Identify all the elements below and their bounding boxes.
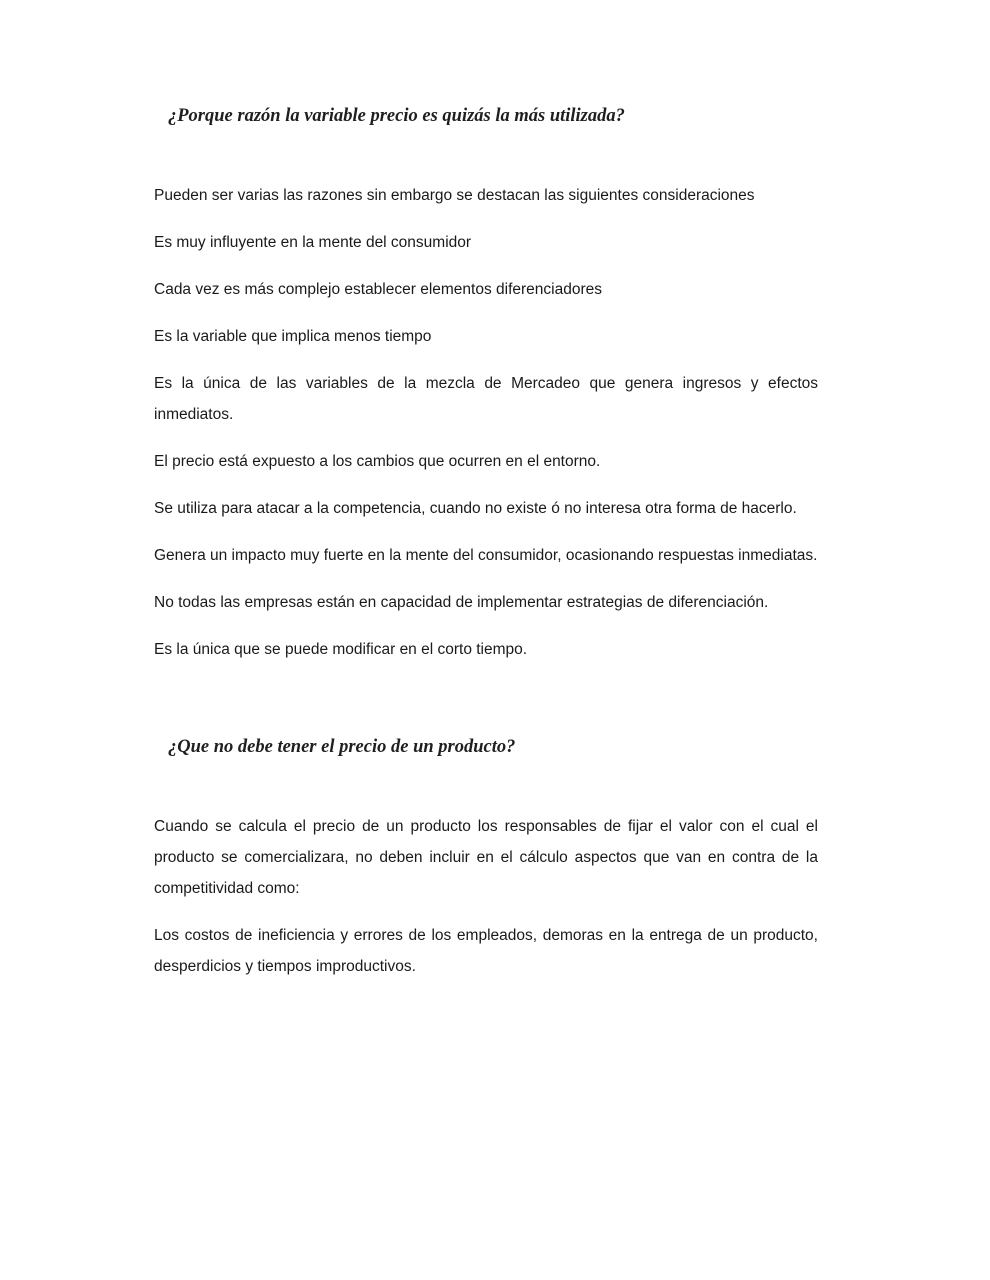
section-heading-price-should-not-have: ¿Que no debe tener el precio de un producto?: [168, 737, 516, 757]
paragraph: Cada vez es más complejo establecer elementos diferenciadores: [154, 281, 603, 298]
paragraph: Es la única que se puede modificar en el corto tiempo.: [154, 641, 528, 658]
paragraph: Genera un impacto muy fuerte en la mente del consumidor, ocasionando respuestas inmediatas.: [154, 547, 818, 564]
paragraph: Es la única de las variables de la mezcla de Mercadeo que genera ingresos y efectos inmediatos.: [154, 375, 818, 423]
paragraph: Es la variable que implica menos tiempo: [154, 328, 432, 345]
section-heading-price-variable: ¿Porque razón la variable precio es quizás la más utilizada?: [168, 106, 625, 126]
paragraph: Es muy influyente en la mente del consumidor: [154, 234, 472, 251]
paragraph: Cuando se calcula el precio de un producto los responsables de fijar el valor con el cual el producto se comercializara, no deben incluir en el cálculo aspectos que van en contra de la competitividad como:: [154, 818, 818, 897]
paragraph: Los costos de ineficiencia y errores de los empleados, demoras en la entrega de un producto, desperdicios y tiempos improductivos.: [154, 927, 818, 975]
paragraph: Pueden ser varias las razones sin embargo se destacan las siguientes consideraciones: [154, 187, 755, 204]
paragraph: Se utiliza para atacar a la competencia, cuando no existe ó no interesa otra forma de hacerlo.: [154, 500, 797, 517]
paragraph: El precio está expuesto a los cambios que ocurren en el entorno.: [154, 453, 601, 470]
paragraph: No todas las empresas están en capacidad de implementar estrategias de diferenciación.: [154, 594, 769, 611]
